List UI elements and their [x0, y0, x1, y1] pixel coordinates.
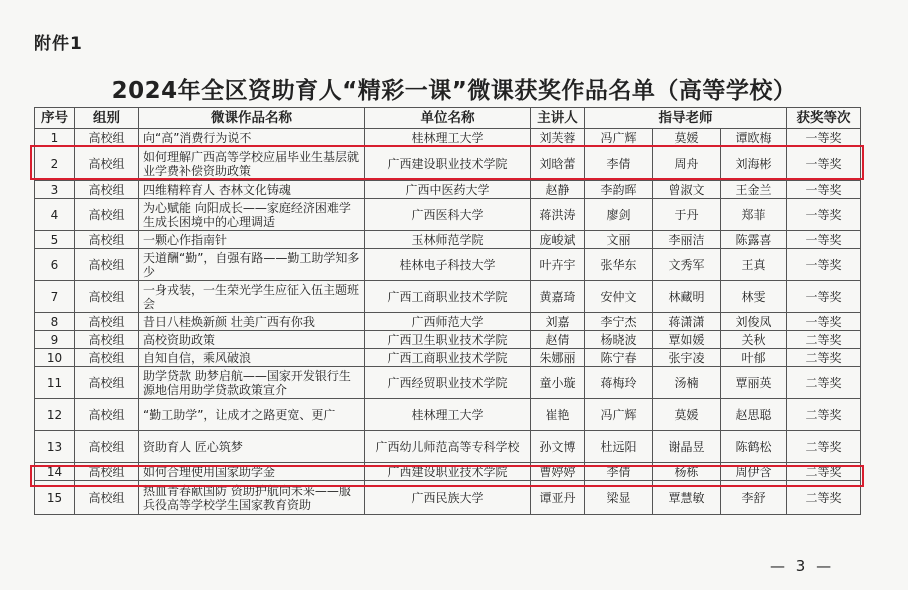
cell-speaker: 庞峻斌 — [531, 231, 585, 249]
cell-no: 12 — [35, 399, 75, 431]
table-row — [35, 331, 861, 349]
cell-group: 高校组 — [75, 199, 139, 231]
cell-award: 一等奖 — [787, 181, 861, 199]
cell-teacher-3: 关秋 — [721, 331, 787, 349]
cell-award: 二等奖 — [787, 349, 861, 367]
table-row — [35, 313, 861, 331]
cell-no: 8 — [35, 313, 75, 331]
table-row — [35, 129, 861, 147]
table-row — [35, 181, 861, 199]
cell-work: “勤工助学”，让成才之路更宽、更广 — [139, 399, 365, 431]
header-group: 组别 — [75, 108, 139, 129]
cell-group: 高校组 — [75, 181, 139, 199]
cell-unit: 广西民族大学 — [365, 481, 531, 515]
cell-work: 如何理解广西高等学校应届毕业生基层就业学费补偿资助政策 — [139, 147, 365, 181]
cell-group: 高校组 — [75, 249, 139, 281]
cell-no: 11 — [35, 367, 75, 399]
cell-speaker: 刘嘉 — [531, 313, 585, 331]
table-row — [35, 431, 861, 463]
cell-speaker: 叶卉宇 — [531, 249, 585, 281]
cell-unit: 桂林电子科技大学 — [365, 249, 531, 281]
cell-no: 4 — [35, 199, 75, 231]
cell-no: 7 — [35, 281, 75, 313]
cell-teacher-2: 汤楠 — [653, 367, 721, 399]
cell-teacher-1: 冯广辉 — [585, 399, 653, 431]
cell-unit: 广西工商职业技术学院 — [365, 349, 531, 367]
cell-no: 10 — [35, 349, 75, 367]
cell-award: 一等奖 — [787, 249, 861, 281]
cell-no: 1 — [35, 129, 75, 147]
cell-no: 6 — [35, 249, 75, 281]
cell-teacher-2: 覃慧敏 — [653, 481, 721, 515]
cell-award: 一等奖 — [787, 147, 861, 181]
cell-teacher-2: 文秀军 — [653, 249, 721, 281]
table-row — [35, 349, 861, 367]
cell-teacher-3: 周伊含 — [721, 463, 787, 481]
table-row — [35, 399, 861, 431]
cell-award: 二等奖 — [787, 331, 861, 349]
cell-teacher-1: 廖剑 — [585, 199, 653, 231]
cell-group: 高校组 — [75, 349, 139, 367]
cell-teacher-2: 周舟 — [653, 147, 721, 181]
cell-group: 高校组 — [75, 367, 139, 399]
table-row — [35, 199, 861, 231]
table-row — [35, 281, 861, 313]
header-unit: 单位名称 — [365, 108, 531, 129]
cell-speaker: 蒋洪涛 — [531, 199, 585, 231]
cell-teacher-2: 莫媛 — [653, 399, 721, 431]
cell-no: 2 — [35, 147, 75, 181]
cell-no: 14 — [35, 463, 75, 481]
cell-no: 9 — [35, 331, 75, 349]
cell-teacher-2: 谢晶昱 — [653, 431, 721, 463]
cell-teacher-2: 杨栋 — [653, 463, 721, 481]
cell-teacher-3: 覃丽英 — [721, 367, 787, 399]
header-speaker: 主讲人 — [531, 108, 585, 129]
header-work: 微课作品名称 — [139, 108, 365, 129]
cell-award: 二等奖 — [787, 431, 861, 463]
table-row — [35, 249, 861, 281]
cell-teacher-2: 莫媛 — [653, 129, 721, 147]
award-table — [34, 107, 861, 515]
cell-unit: 广西建设职业技术学院 — [365, 147, 531, 181]
cell-work: 天道酬“勤”，自强有路——勤工助学知多少 — [139, 249, 365, 281]
cell-teacher-1: 李宁杰 — [585, 313, 653, 331]
cell-teacher-3: 谭欧梅 — [721, 129, 787, 147]
cell-work: 高校资助政策 — [139, 331, 365, 349]
cell-work: 一颗心作指南针 — [139, 231, 365, 249]
cell-unit: 玉林师范学院 — [365, 231, 531, 249]
cell-teacher-1: 安仲文 — [585, 281, 653, 313]
cell-speaker: 黄嘉琦 — [531, 281, 585, 313]
cell-speaker: 曹婷婷 — [531, 463, 585, 481]
cell-teacher-3: 陈露喜 — [721, 231, 787, 249]
cell-speaker: 刘晗蕾 — [531, 147, 585, 181]
cell-work: 助学贷款 助梦启航——国家开发银行生源地信用助学贷款政策宣介 — [139, 367, 365, 399]
header-teachers: 指导老师 — [585, 108, 787, 129]
cell-teacher-3: 郑菲 — [721, 199, 787, 231]
page-number: — 3 — — [770, 557, 835, 575]
cell-teacher-1: 李韵晖 — [585, 181, 653, 199]
document-title: 2024年全区资助育人“精彩一课”微课获奖作品名单（高等学校） — [111, 78, 797, 104]
cell-unit: 广西经贸职业技术学院 — [365, 367, 531, 399]
cell-unit: 桂林理工大学 — [365, 129, 531, 147]
cell-teacher-1: 陈宁春 — [585, 349, 653, 367]
cell-teacher-3: 王金兰 — [721, 181, 787, 199]
cell-group: 高校组 — [75, 231, 139, 249]
cell-teacher-2: 覃如媛 — [653, 331, 721, 349]
cell-speaker: 赵倩 — [531, 331, 585, 349]
table-body — [35, 129, 861, 515]
table-row — [35, 231, 861, 249]
cell-teacher-2: 于丹 — [653, 199, 721, 231]
cell-group: 高校组 — [75, 147, 139, 181]
cell-speaker: 朱娜丽 — [531, 349, 585, 367]
header-no: 序号 — [35, 108, 75, 129]
attachment-label: 附件1 — [34, 34, 83, 54]
cell-teacher-1: 李倩 — [585, 147, 653, 181]
cell-award: 二等奖 — [787, 399, 861, 431]
table-row — [35, 481, 861, 515]
cell-teacher-3: 刘海彬 — [721, 147, 787, 181]
cell-speaker: 童小璇 — [531, 367, 585, 399]
table-header-row — [35, 108, 861, 129]
cell-speaker: 崔艳 — [531, 399, 585, 431]
cell-teacher-3: 陈鹤松 — [721, 431, 787, 463]
cell-teacher-2: 蒋潇潇 — [653, 313, 721, 331]
cell-speaker: 刘芙蓉 — [531, 129, 585, 147]
cell-work: 一身戎装，一生荣光学生应征入伍主题班会 — [139, 281, 365, 313]
cell-award: 二等奖 — [787, 481, 861, 515]
cell-unit: 广西工商职业技术学院 — [365, 281, 531, 313]
cell-teacher-1: 杨晓波 — [585, 331, 653, 349]
cell-unit: 广西建设职业技术学院 — [365, 463, 531, 481]
cell-speaker: 赵静 — [531, 181, 585, 199]
cell-no: 3 — [35, 181, 75, 199]
table-row — [35, 463, 861, 481]
cell-teacher-2: 李丽洁 — [653, 231, 721, 249]
cell-unit: 广西卫生职业技术学院 — [365, 331, 531, 349]
cell-teacher-3: 叶郁 — [721, 349, 787, 367]
cell-award: 一等奖 — [787, 231, 861, 249]
cell-teacher-1: 张华东 — [585, 249, 653, 281]
cell-work: 热血青春献国防 资助护航向未来——服兵役高等学校学生国家教育资助 — [139, 481, 365, 515]
cell-teacher-2: 林藏明 — [653, 281, 721, 313]
cell-speaker: 孙文博 — [531, 431, 585, 463]
cell-award: 二等奖 — [787, 463, 861, 481]
cell-teacher-1: 梁显 — [585, 481, 653, 515]
cell-award: 一等奖 — [787, 281, 861, 313]
cell-teacher-1: 文丽 — [585, 231, 653, 249]
cell-group: 高校组 — [75, 463, 139, 481]
cell-no: 15 — [35, 481, 75, 515]
cell-work: 为心赋能 向阳成长——家庭经济困难学生成长困境中的心理调适 — [139, 199, 365, 231]
cell-unit: 桂林理工大学 — [365, 399, 531, 431]
cell-group: 高校组 — [75, 129, 139, 147]
cell-group: 高校组 — [75, 481, 139, 515]
cell-teacher-1: 冯广辉 — [585, 129, 653, 147]
cell-unit: 广西幼儿师范高等专科学校 — [365, 431, 531, 463]
cell-award: 一等奖 — [787, 129, 861, 147]
cell-teacher-3: 王真 — [721, 249, 787, 281]
cell-unit: 广西中医药大学 — [365, 181, 531, 199]
cell-teacher-3: 刘俊凤 — [721, 313, 787, 331]
cell-award: 二等奖 — [787, 367, 861, 399]
table-row — [35, 147, 861, 181]
cell-teacher-1: 杜远阳 — [585, 431, 653, 463]
cell-unit: 广西师范大学 — [365, 313, 531, 331]
cell-work: 四维精粹育人 杏林文化铸魂 — [139, 181, 365, 199]
cell-award: 一等奖 — [787, 313, 861, 331]
header-award: 获奖等次 — [787, 108, 861, 129]
cell-work: 自知自信，乘风破浪 — [139, 349, 365, 367]
cell-work: 资助育人 匠心筑梦 — [139, 431, 365, 463]
cell-teacher-1: 李倩 — [585, 463, 653, 481]
cell-teacher-2: 张宇凌 — [653, 349, 721, 367]
cell-group: 高校组 — [75, 313, 139, 331]
cell-teacher-1: 蒋梅玲 — [585, 367, 653, 399]
cell-group: 高校组 — [75, 399, 139, 431]
cell-teacher-2: 曾淑文 — [653, 181, 721, 199]
cell-speaker: 谭亚丹 — [531, 481, 585, 515]
table-row — [35, 367, 861, 399]
cell-group: 高校组 — [75, 431, 139, 463]
cell-group: 高校组 — [75, 281, 139, 313]
cell-work: 向“高”消费行为说不 — [139, 129, 365, 147]
cell-teacher-3: 赵思聪 — [721, 399, 787, 431]
cell-teacher-3: 林雯 — [721, 281, 787, 313]
cell-unit: 广西医科大学 — [365, 199, 531, 231]
cell-no: 5 — [35, 231, 75, 249]
cell-no: 13 — [35, 431, 75, 463]
cell-teacher-3: 李舒 — [721, 481, 787, 515]
cell-work: 昔日八桂焕新颜 壮美广西有你我 — [139, 313, 365, 331]
cell-award: 一等奖 — [787, 199, 861, 231]
cell-work: 如何合理使用国家助学金 — [139, 463, 365, 481]
cell-group: 高校组 — [75, 331, 139, 349]
